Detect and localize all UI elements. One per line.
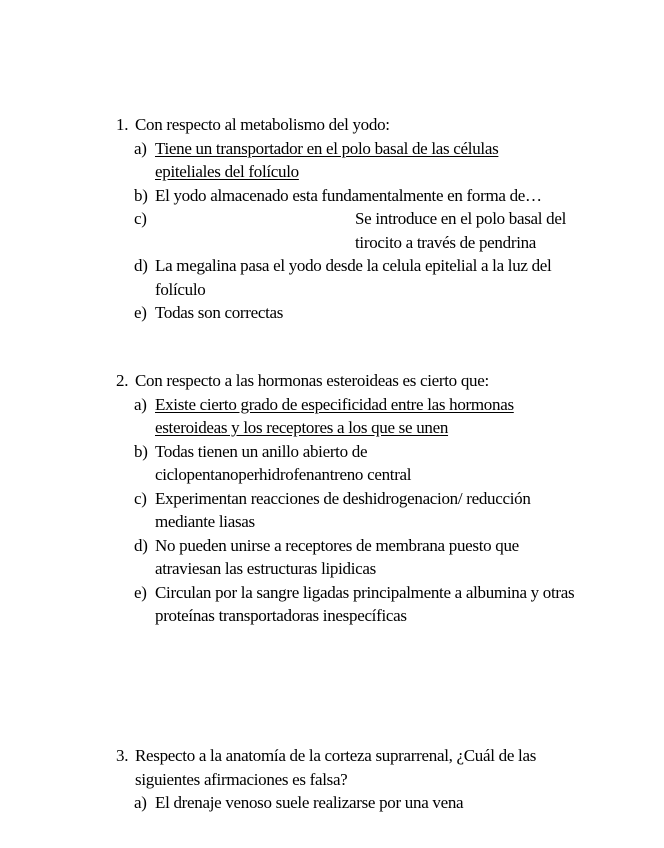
option-text: El drenaje venoso suele realizarse por una vena <box>155 793 464 812</box>
question-1 <box>116 113 576 325</box>
option-a <box>134 791 576 815</box>
option-text: El yodo almacenado esta fundamentalmente en forma de… <box>155 185 542 205</box>
options-list <box>116 791 576 815</box>
question-stem <box>116 744 576 791</box>
question-text: Respecto a la anatomía de la corteza suprarrenal, ¿Cuál de las siguientes afirmaciones es falsa? <box>135 746 537 789</box>
option-text-correct: Existe cierto grado de especificidad entre las hormonas esteroideas y los receptores a los que se unen <box>155 394 514 437</box>
question-number: 1. <box>116 115 129 134</box>
question-stem <box>116 369 576 393</box>
question-2 <box>116 369 576 628</box>
option-d <box>134 254 576 301</box>
option-text: Circulan por la sangre ligadas principalmente a albumina y otras proteínas transportadoras inespecíficas <box>155 582 575 625</box>
option-text: Se introduce en el polo basal del tirocito a través de pendrina <box>355 209 567 252</box>
option-text: No pueden unirse a receptores de membrana puesto que atraviesan las estructuras lipidicas <box>155 535 519 578</box>
option-letter: d) <box>134 535 148 555</box>
option-letter: c) <box>134 488 147 508</box>
option-letter: e) <box>134 303 147 322</box>
option-letter: b) <box>134 185 148 205</box>
option-text: La megalina pasa el yodo desde la celula epitelial a la luz del folículo <box>155 256 552 299</box>
question-text: Con respecto a las hormonas esteroideas es cierto que: <box>135 371 489 390</box>
option-text-correct: Tiene un transportador en el polo basal de las células epiteliales del folículo <box>155 138 499 181</box>
question-number: 2. <box>116 371 129 390</box>
option-d <box>134 534 576 581</box>
option-text: Todas tienen un anillo abierto de ciclopentanoperhidrofenantreno central <box>155 441 412 484</box>
option-letter: c) <box>134 209 147 228</box>
option-c <box>134 487 576 534</box>
options-list <box>116 393 576 628</box>
option-letter: a) <box>134 138 147 158</box>
option-text: Experimentan reacciones de deshidrogenacion/ reducción mediante liasas <box>155 488 531 531</box>
option-b <box>134 184 576 208</box>
option-letter: d) <box>134 256 148 275</box>
option-letter: e) <box>134 582 147 602</box>
option-a <box>134 137 576 184</box>
option-a <box>134 393 576 440</box>
option-e <box>134 581 576 628</box>
options-list <box>116 137 576 325</box>
question-stem <box>116 113 576 137</box>
option-b <box>134 440 576 487</box>
option-letter: a) <box>134 394 147 414</box>
question-3 <box>116 744 576 815</box>
option-text: Todas son correctas <box>155 303 284 322</box>
option-letter: a) <box>134 793 147 812</box>
option-e <box>134 301 576 325</box>
question-number: 3. <box>116 746 129 765</box>
option-c <box>134 207 576 254</box>
question-text: Con respecto al metabolismo del yodo: <box>135 115 390 134</box>
option-letter: b) <box>134 441 148 461</box>
